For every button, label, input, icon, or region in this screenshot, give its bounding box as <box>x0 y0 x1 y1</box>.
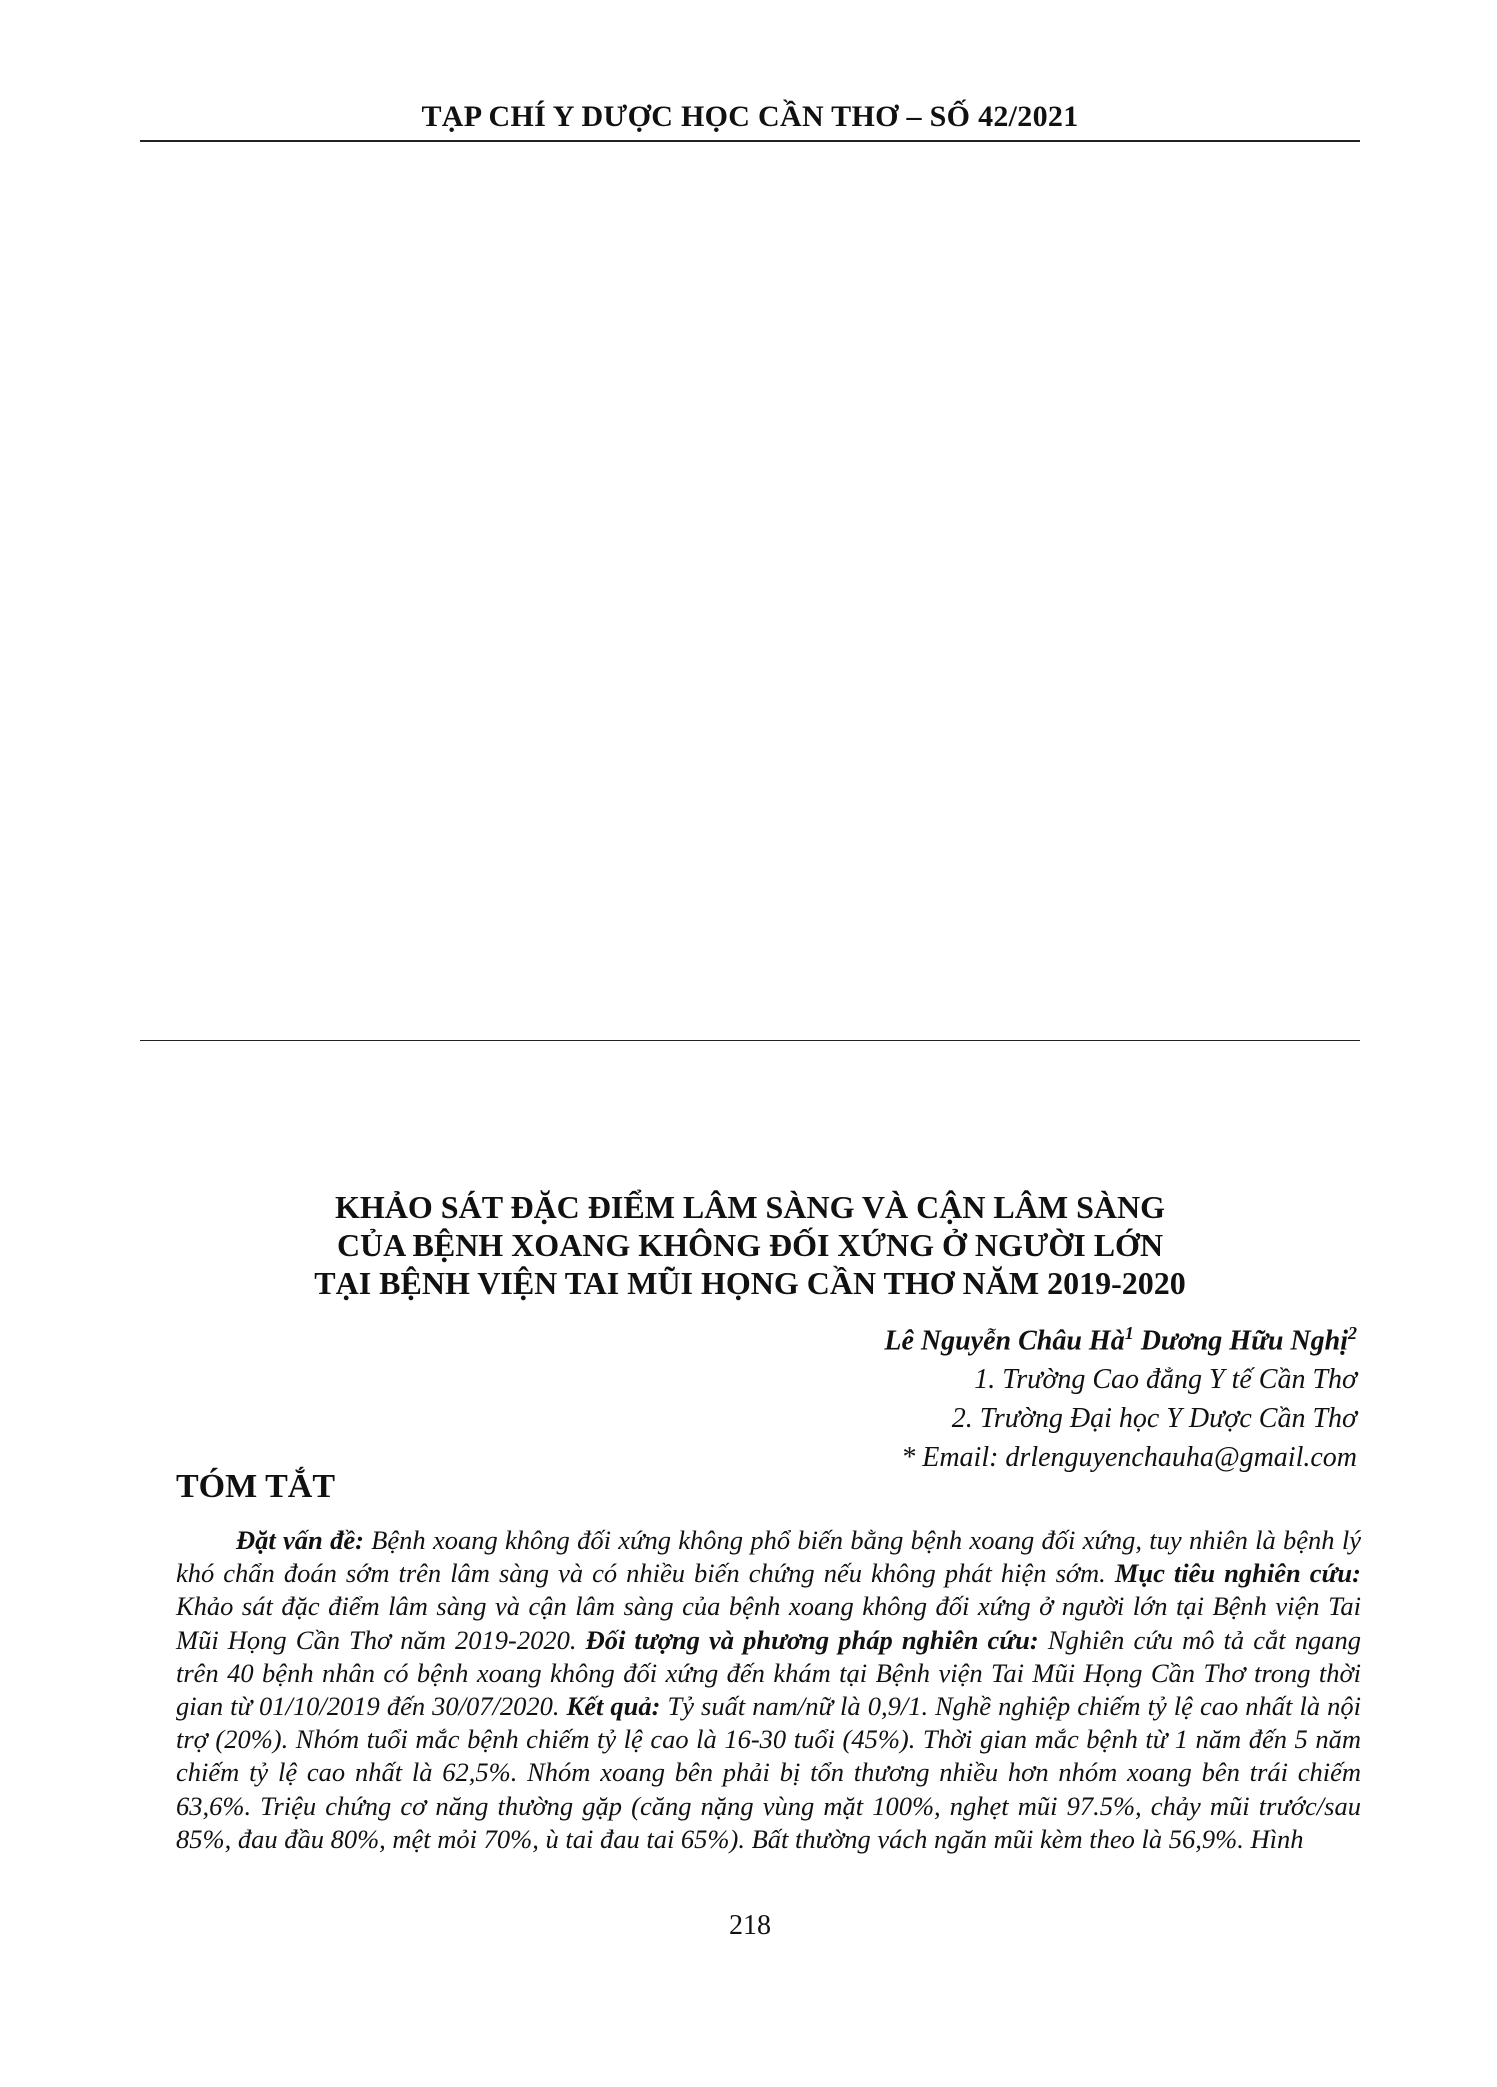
affiliation-1: 1. Trường Cao đẳng Y tế Cần Thơ <box>974 1364 1357 1396</box>
section-divider-rule <box>140 1040 1360 1041</box>
author-names <box>884 1314 1357 1360</box>
contact-email: * Email: drlenguyenchauha@gmail.com <box>901 1442 1357 1474</box>
author-block <box>884 1314 1357 1477</box>
abstract-text-results: Tỷ suất nam/nữ là 0,9/1. Nghề nghiệp chiếm tỷ lệ cao nhất là nội trợ (20%). Nhóm tuổi mắc bệnh chiếm tỷ lệ cao là 16-30 tuổi (45%). Thời gian mắc bệnh từ 1 năm đến 5 năm chiếm tỷ lệ cao nhất là 62,5%. Nhóm xoang bên phải bị tổn thương nhiều hơn nhóm xoang bên trái chiếm 63,6%. Triệu chứng cơ năng thường gặp (căng nặng vùng mặt 100%, nghẹt mũi 97.5%, chảy mũi trước/sau 85%, đau đầu 80%, mệt mỏi 70%, ù tai đau tai 65%). Bất thường vách ngăn mũi kèm theo là 56,9%. Hình <box>176 1691 1361 1854</box>
abstract-label-objective: Mục tiêu nghiên cứu: <box>1114 1558 1361 1589</box>
abstract-label-background: Đặt vấn đề: <box>236 1525 364 1555</box>
article-title-line-2: CỦA BỆNH XOANG KHÔNG ĐỐI XỨNG Ở NGƯỜI LỚN <box>336 1227 1164 1263</box>
journal-running-header: TẠP CHÍ Y DƯỢC HỌC CẦN THƠ – SỐ 42/2021 <box>421 100 1079 133</box>
article-title-line-1: KHẢO SÁT ĐẶC ĐIỂM LÂM SÀNG VÀ CẬN LÂM SÀNG <box>335 1189 1165 1225</box>
abstract-text-background: Bệnh xoang không đối xứng không phổ biến bằng bệnh xoang đối xứng, tuy nhiên là bệnh lý khó chẩn đoán sớm trên lâm sàng và có nhiều biến chứng nếu không phát hiện sớm. <box>176 1525 1361 1589</box>
header-rule <box>140 140 1360 142</box>
abstract-label-methods: Đối tượng và phương pháp nghiên cứu: <box>585 1624 1039 1655</box>
author-2-name: Dương Hữu Nghị <box>1140 1325 1348 1357</box>
abstract-label-results: Kết quả: <box>566 1691 661 1722</box>
author-1-affiliation-mark: 1 <box>1124 1323 1134 1343</box>
abstract-heading: TÓM TẮT <box>176 1468 336 1505</box>
article-title <box>140 1188 1360 1302</box>
abstract-text-objective: Khảo sát đặc điểm lâm sàng và cận lâm sàng của bệnh xoang không đối xứng ở người lớn tại Bệnh viện Tai Mũi Họng Cần Thơ năm 2019-2020. <box>176 1591 1361 1655</box>
article-title-line-3: TẠI BỆNH VIỆN TAI MŨI HỌNG CẦN THƠ NĂM 2019-2020 <box>314 1265 1186 1301</box>
abstract-paragraph <box>176 1524 1361 1856</box>
page-number: 218 <box>729 1910 771 1941</box>
abstract-text-methods: Nghiên cứu mô tả cắt ngang trên 40 bệnh nhân có bệnh xoang không đối xứng đến khám tại Bệnh viện Tai Mũi Họng Cần Thơ trong thời gian từ 01/10/2019 đến 30/07/2020. <box>176 1624 1361 1722</box>
author-2-affiliation-mark: 2 <box>1348 1323 1357 1343</box>
author-1-name: Lê Nguyễn Châu Hà <box>884 1325 1125 1357</box>
affiliation-2: 2. Trường Đại học Y Dược Cần Thơ <box>951 1403 1357 1435</box>
